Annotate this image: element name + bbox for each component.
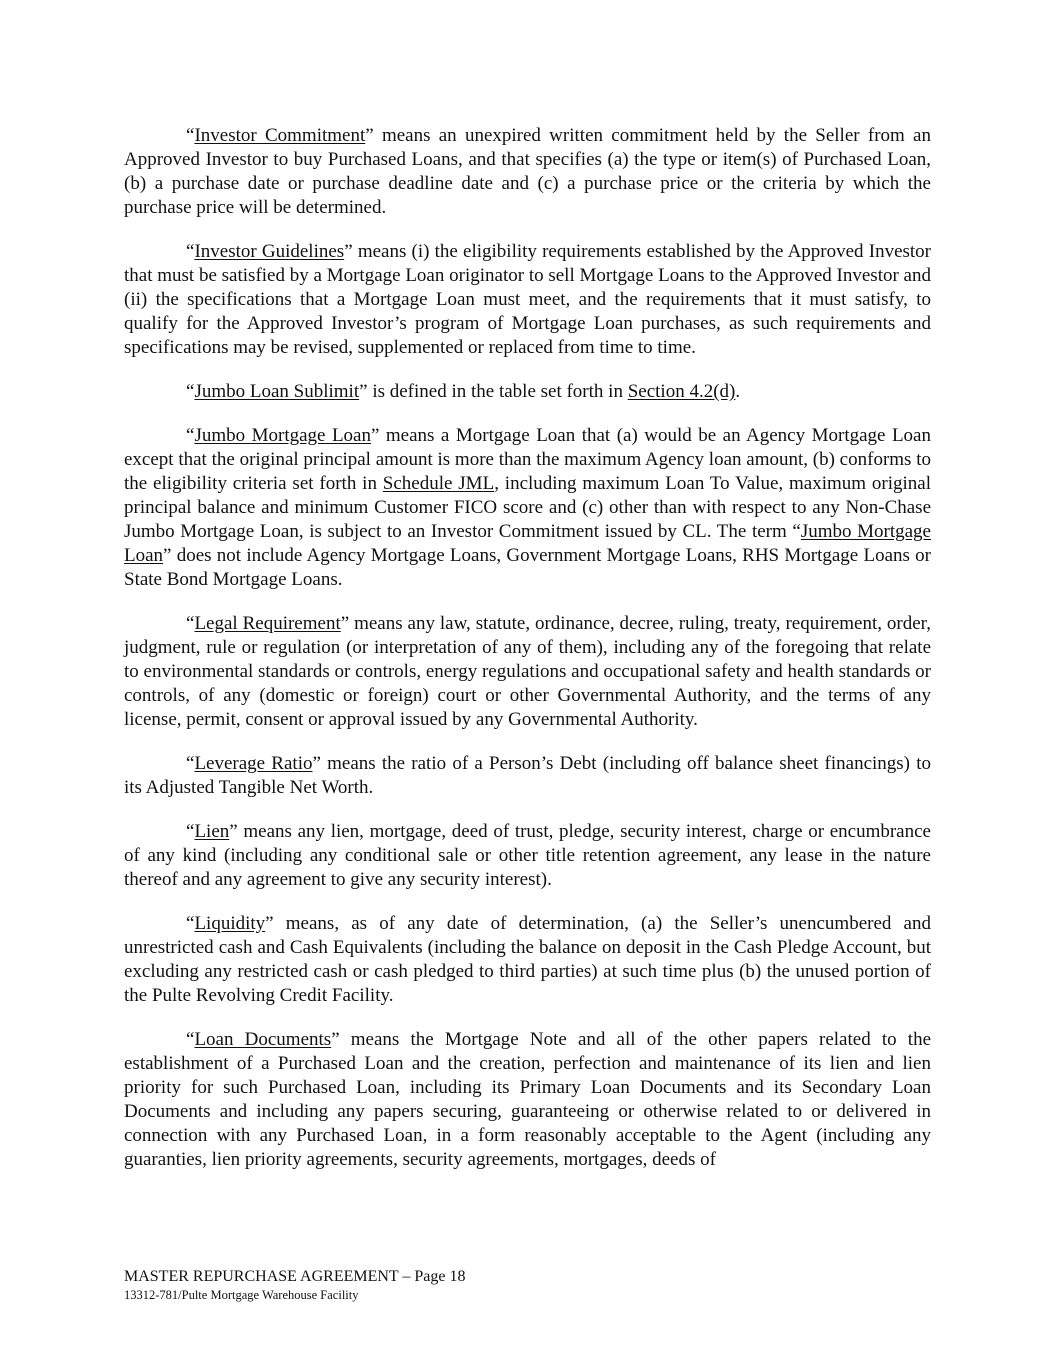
definition-text-middle: , including maximum Loan To Value, maximum original principal balance and minimum Customer FICO score and (c) other than with respect to any Non-Chase Jumbo Mortgage Loan, is subject to an Investor Commitment issued by CL. The term “ xyxy=(124,473,931,542)
open-quote: “ xyxy=(186,425,195,446)
open-quote: “ xyxy=(186,381,195,402)
definition-text: means any lien, mortgage, deed of trust, pledge, security interest, charge or encumbrance of any kind (including any conditional sale or other title retention agreement, any lease in the nature thereof and any agreement to give any security interest). xyxy=(124,821,931,890)
defined-term: Jumbo Loan Sublimit xyxy=(194,381,360,402)
section-reference: Section 4.2(d) xyxy=(627,381,736,402)
footer-doc-id: 13312-781/Pulte Mortgage Warehouse Facility xyxy=(124,1288,359,1302)
defined-term: Legal Requirement xyxy=(194,613,341,634)
close-quote: ” xyxy=(370,425,380,446)
defined-term: Loan Documents xyxy=(194,1029,332,1050)
defined-term: Investor Guidelines xyxy=(194,241,345,262)
definition-text: means an unexpired written commitment held by the Seller from an Approved Investor to buy Purchased Loans, and that specifies (a) the type or item(s) of Purchased Loan, (b) a purchase date or purchase deadline date and (c) a purchase price or the criteria by which the purchase price will be determined. xyxy=(124,125,931,218)
defined-term: Liquidity xyxy=(194,913,266,934)
close-quote: ” xyxy=(365,125,374,146)
definition-lien xyxy=(124,820,931,892)
definition-jumbo-loan-sublimit xyxy=(124,380,931,404)
defined-term: Jumbo Mortgage Loan xyxy=(194,425,371,446)
defined-term: Lien xyxy=(194,821,230,842)
definition-text: means the Mortgage Note and all of the other papers related to the establishment of a Purchased Loan and the creation, perfection and maintenance of its lien and lien priority for such Purchased Loan, including its Primary Loan Documents and its Secondary Loan Documents and including any papers securing, guaranteeing or otherwise related to or delivered in connection with any Purchased Loan, in a form reasonably acceptable to the Agent (including any guaranties, lien priority agreements, security agreements, mortgages, deeds of xyxy=(124,1029,931,1170)
definition-text-end: . xyxy=(735,381,741,402)
close-quote: ” xyxy=(229,821,238,842)
defined-term-repeat: Jumbo Mortgage Loan xyxy=(124,521,931,566)
schedule-reference: Schedule JML xyxy=(382,473,495,494)
definition-investor-guidelines xyxy=(124,240,931,360)
open-quote: “ xyxy=(186,125,195,146)
close-quote: ” xyxy=(265,913,274,934)
definition-text: means (i) the eligibility requirements established by the Approved Investor that must be satisfied by a Mortgage Loan originator to sell Mortgage Loans to the Approved Investor and (ii) the specifications that a Mortgage Loan must meet, and the requirements that it must satisfy, to qualify for the Approved Investor’s program of Mortgage Loan purchases, as such requirements and specifications may be revised, supplemented or replaced from time to time. xyxy=(124,241,931,358)
definition-investor-commitment xyxy=(124,124,931,220)
definition-text: means a Mortgage Loan that (a) would be an Agency Mortgage Loan except that the original principal amount is more than the maximum Agency loan amount, (b) conforms to the eligibility criteria set forth in xyxy=(124,425,931,494)
definition-loan-documents xyxy=(124,1028,931,1172)
definition-liquidity xyxy=(124,912,931,1008)
close-quote: ” xyxy=(359,381,368,402)
open-quote: “ xyxy=(186,753,195,774)
definition-text: means the ratio of a Person’s Debt (including off balance sheet financings) to its Adjusted Tangible Net Worth. xyxy=(124,753,931,798)
open-quote: “ xyxy=(186,1029,195,1050)
definition-text: means, as of any date of determination, (a) the Seller’s unencumbered and unrestricted cash and Cash Equivalents (including the balance on deposit in the Cash Pledge Account, but excluding any restricted cash or cash pledged to third parties) at such time plus (b) the unused portion of the Pulte Revolving Credit Facility. xyxy=(124,913,931,1006)
footer-title: MASTER REPURCHASE AGREEMENT – Page 18 xyxy=(124,1268,466,1285)
close-quote: ” xyxy=(344,241,353,262)
definition-legal-requirement xyxy=(124,612,931,732)
open-quote: “ xyxy=(186,613,195,634)
open-quote: “ xyxy=(186,913,195,934)
definition-jumbo-mortgage-loan xyxy=(124,424,931,592)
defined-term: Investor Commitment xyxy=(194,125,366,146)
defined-term: Leverage Ratio xyxy=(194,753,313,774)
open-quote: “ xyxy=(186,821,195,842)
close-quote: ” xyxy=(331,1029,340,1050)
definition-text-end: ” does not include Agency Mortgage Loans, Government Mortgage Loans, RHS Mortgage Loans or State Bond Mortgage Loans. xyxy=(124,545,931,590)
document-page xyxy=(124,124,931,1192)
close-quote: ” xyxy=(340,613,350,634)
close-quote: ” xyxy=(312,753,321,774)
definition-text: means any law, statute, ordinance, decree, ruling, treaty, requirement, order, judgment, rule or regulation (or interpretation of any of them), including any of the foregoing that relate to environmental standards or controls, energy regulations and occupational safety and health standards or controls, of any (domestic or foreign) court or other Governmental Authority, and the terms of any license, permit, consent or approval issued by any Governmental Authority. xyxy=(124,613,931,730)
open-quote: “ xyxy=(186,241,195,262)
definition-leverage-ratio xyxy=(124,752,931,800)
page-footer xyxy=(124,1267,466,1303)
definition-text: is defined in the table set forth in xyxy=(367,381,628,402)
